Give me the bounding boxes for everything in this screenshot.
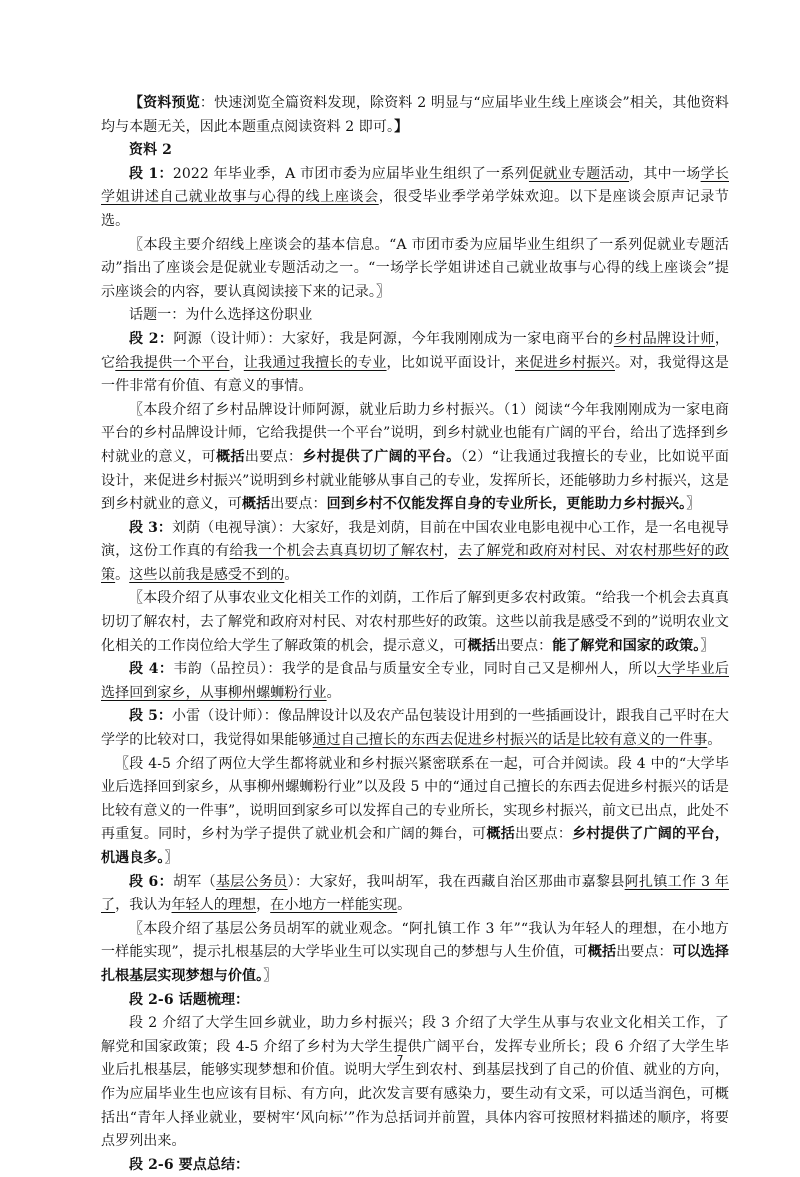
underline: 大学毕业后选择回到家乡，从事柳州螺蛳粉行业 xyxy=(101,661,729,701)
commentary-2: 〖本段介绍了乡村品牌设计师阿源，就业后助力乡村振兴。（1）阅读“今年我刚刚成为一家电商平台的乡村品牌设计师，它给我提供一个平台”说明，到乡村就业也能有广阔的平台，给出了选择到乡村就业的意义，可概括出要点：乡村提供了广阔的平台。（2）“让我通过我擅长的专业，比如说平面设计，来促进乡村振兴”说明到乡村就业能够从事自己的专业，发挥所长，还能够助力乡村振兴，这是到乡村就业的意义，可概括出要点：回到乡村不仅能发挥自身的专业所长，更能助力乡村振兴。〗 xyxy=(101,401,729,513)
underline: 乡村品牌设计师 xyxy=(613,330,715,347)
underline: 让我通过我擅长的专业 xyxy=(243,354,387,371)
topic-heading: 话题一：为什么选择这份职业 xyxy=(129,307,313,324)
preview-label: 【资料预览 xyxy=(129,95,200,111)
material-title: 资料 2 xyxy=(129,142,173,159)
underline: 学长学姐讲述自己就业故事与心得的线上座谈会 xyxy=(101,165,729,206)
underline: 通过自己擅长的东西去促进乡村振兴的话是比较有意义的一件事 xyxy=(312,732,708,749)
preview-text: ：快速浏览全篇资料发现，除资料 2 明显与“应届毕业生线上座谈会”相关，其他资料均与本题无关，因此本题重点阅读资料 2 即可。 xyxy=(101,95,730,135)
underline: 阿扎镇工作 3 年了 xyxy=(101,873,729,914)
key-point: 回到乡村不仅能发挥自身的专业所长，更能助力乡村振兴。 xyxy=(326,496,687,513)
paragraph-5: 段 5：小雷（设计师）：像品牌设计以及农产品包装设计用到的一些插画设计，跟我自己平时在大学学的比较对口，我觉得如果能够通过自己擅长的东西去促进乡村振兴的话是比较有意义的一件事。 xyxy=(101,708,730,749)
underline: 基层公务员 xyxy=(215,873,288,890)
key-point: 能了解党和国家的政策。 xyxy=(552,637,701,654)
points-summary-heading: 段 2-6 要点总结： xyxy=(129,1156,250,1173)
underline: 年轻人的理想 xyxy=(171,897,257,914)
material-preview xyxy=(101,92,729,139)
key-point: 乡村提供了广阔的平台，机遇良多。 xyxy=(101,826,730,866)
preview-close: 】 xyxy=(394,118,409,135)
document-page xyxy=(101,92,729,1177)
underline: 促就业专题活动 xyxy=(528,165,630,182)
paragraph-4: 段 4：韦韵（品控员）：我学的是食品与质量安全专业，同时自己又是柳州人，所以大学毕业后选择回到家乡，从事柳州螺蛳粉行业。 xyxy=(101,661,729,701)
key-point: 乡村提供了广阔的平台。 xyxy=(302,448,461,465)
paragraph-3: 段 3：刘荫（电视导演）：大家好，我是刘荫，目前在中国农业电影电视中心工作，是一名电视导演，这份工作真的有给我一个机会去真真切切了解农村，去了解党和政府对村民、对农村那些好的政策。这些以前我是感受不到的。 xyxy=(101,519,730,583)
underline: 给我一个机会去真真切切了解农村 xyxy=(229,543,444,560)
underline: 这些以前我是感受不到的 xyxy=(129,566,285,583)
commentary-4-5: 〖段 4-5 介绍了两位大学生都将就业和乡村振兴紧密联系在一起，可合并阅读。段 4 中的“大学毕业后选择回到家乡，从事柳州螺蛳粉行业”以及段 5 中的“通过自己擅长的东西去促进乡村振兴的话是比较有意义的一件事”，说明回到家乡可以发挥自己的专业所长，实现乡村振兴，前文已出点，此处不再重复。同时，乡村为学子提供了就业机会和广阔的舞台，可概括出要点：乡村提供了广阔的平台，机遇良多。〗 xyxy=(101,755,730,866)
commentary-6: 〖本段介绍了基层公务员胡军的就业观念。“阿扎镇工作 3 年”“我认为年轻人的理想，在小地方一样能实现”，提示扎根基层的大学毕业生可以实现自己的梦想与人生价值，可概括出要点：可以选择扎根基层实现梦想与价值。〗 xyxy=(101,920,730,984)
commentary-3: 〖本段介绍了从事农业文化相关工作的刘荫，工作后了解到更多农村政策。“给我一个机会去真真切切了解农村，去了解党和政府对村民、对农村那些好的政策。这些以前我是感受不到的”说明农业文化相关的工作岗位给大学生了解政策的机会，提示意义，可概括出要点：能了解党和国家的政策。〗 xyxy=(101,590,729,654)
commentary-1: 〖本段主要介绍线上座谈会的基本信息。“A 市团市委为应届毕业生组织了一系列促就业专题活动”指出了座谈会是促就业专题活动之一。“一场学长学姐讲述自己就业故事与心得的线上座谈会”提示座谈会的内容，要认真阅读接下来的记录。〗 xyxy=(101,236,729,300)
underline: 去了解党和政府对村民、对农村那些好的政策 xyxy=(101,543,730,583)
paragraph-6: 段 6：胡军（基层公务员）：大家好，我叫胡军，我在西藏自治区那曲市嘉黎县阿扎镇工作 3 年了，我认为年轻人的理想，在小地方一样能实现。 xyxy=(101,873,729,914)
underline: 来促进乡村振兴 xyxy=(515,354,615,371)
underline: 给我提供一个平台 xyxy=(115,354,230,371)
underline: 在小地方一样能实现 xyxy=(270,897,398,914)
paragraph-2: 段 2：阿源（设计师）：大家好，我是阿源，今年我刚刚成为一家电商平台的乡村品牌设计师，它给我提供一个平台，让我通过我擅长的专业，比如说平面设计，来促进乡村振兴。对，我觉得这是一件非常有价值、有意义的事情。 xyxy=(101,330,729,395)
topic-summary-text: 段 2 介绍了大学生回乡就业，助力乡村振兴；段 3 介绍了大学生从事与农业文化相关工作，了解党和国家政策；段 4-5 介绍了乡村为大学生提供广阔平台，发挥专业所长；段 6 介绍了大学生毕业后扎根基层，能够实现梦想和价值。说明大学生到农村、到基层找到了自己的价值、就业的方向，作为应届毕业生也应该有目标、有方向，此次发言要有感染力，要生动有文采，可以适当润色，可概括出“青年人择业就业，要树牢‘风向标’”作为总括词并前置，具体内容可按照材料描述的顺序，将要点罗列出来。 xyxy=(101,1015,729,1150)
paragraph-1: 段 1：2022 年毕业季，A 市团市委为应届毕业生组织了一系列促就业专题活动，其中一场学长学姐讲述自己就业故事与心得的线上座谈会，很受毕业季学弟学妹欢迎。以下是座谈会原声记录节选。 xyxy=(101,165,729,229)
page-number: 7 xyxy=(396,1053,404,1066)
topic-summary-heading: 段 2-6 话题梳理： xyxy=(129,991,250,1008)
key-point: 可以选择扎根基层实现梦想与价值。 xyxy=(101,944,730,984)
